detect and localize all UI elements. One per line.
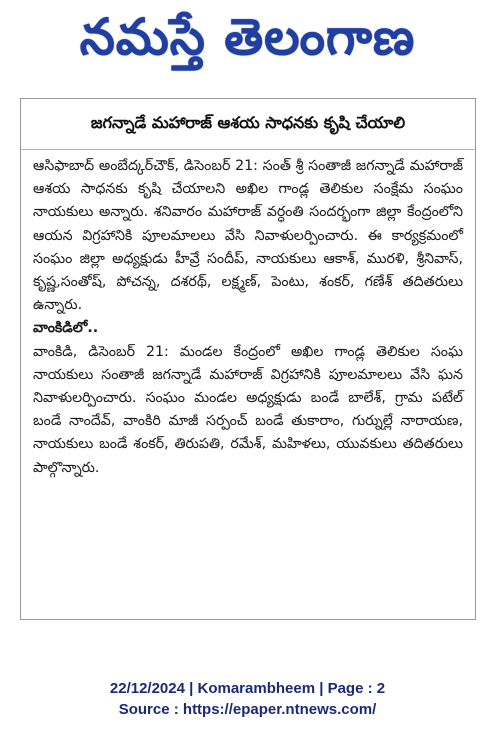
newspaper-masthead <box>0 0 495 86</box>
article-clipping <box>20 98 476 620</box>
article-paragraph-1: ఆసిఫాబాద్ అంబేద్కర్‌చౌక్, డిసెంబర్ 21: సంత్ శ్రీ సంతాజీ జగన్నాడే మహారాజ్ ఆశయ సాధనకు కృషి చేయాలని అఖిల గాండ్ల తెలికుల సంక్షేమ సంఘం నాయకులు అన్నారు. శనివారం మహారాజ్ వర్ధంతి సందర్భంగా జిల్లా కేంద్రంలోని ఆయన విగ్రహానికి పూలమాలలు వేసి నివాళులర్పించారు. ఈ కార్యక్రమంలో సంఘం జిల్లా అధ్యక్షుడు హీవ్రే సందీప్, నాయకులు ఆకాశ్, మురళి, శ్రీనివాస్, కృష్ణ,సంతోష్, పోచన్న, దశరథ్, లక్ష్మణ్, పెంటు, శంకర్, గణేశ్ తదితరులు ఉన్నారు. <box>33 158 463 314</box>
article-headline: జగన్నాడే మహారాజ్ ఆశయ సాధనకు కృషి చేయాలి <box>21 99 475 150</box>
masthead-title: నమస్తే తెలంగాణ <box>79 7 416 66</box>
article-paragraph-2: వాంకిడి, డిసెంబర్ 21: మండల కేంద్రంలో అఖిల గాండ్ల తెలికుల సంఘ నాయకులు సంతాజీ జగన్నాడే మహారాజ్ విగ్రహానికి పూలమాలలు వేసి ఘన నివాళులర్పించారు. సంఘం మండల అధ్యక్షుడు బండే బాలేశ్, గ్రామ పటేల్ బండే నాందేవ్, వాంకిరి మాజీ సర్పంచ్ బండే తుకారాం, గుర్నుల్లే నారాయణ, నాయకులు బండే శంకర్, తిరుపతి, రమేశ్, మహిళలు, యువకులు తదితరులు పాల్గొన్నారు. <box>33 343 463 476</box>
source-link[interactable]: Source : https://epaper.ntnews.com/ <box>118 701 377 718</box>
article-body <box>33 155 463 480</box>
edition-info: 22/12/2024 | Komarambheem | Page : 2 <box>109 680 386 697</box>
article-subheading: వాంకిడిలో.. <box>33 320 99 337</box>
